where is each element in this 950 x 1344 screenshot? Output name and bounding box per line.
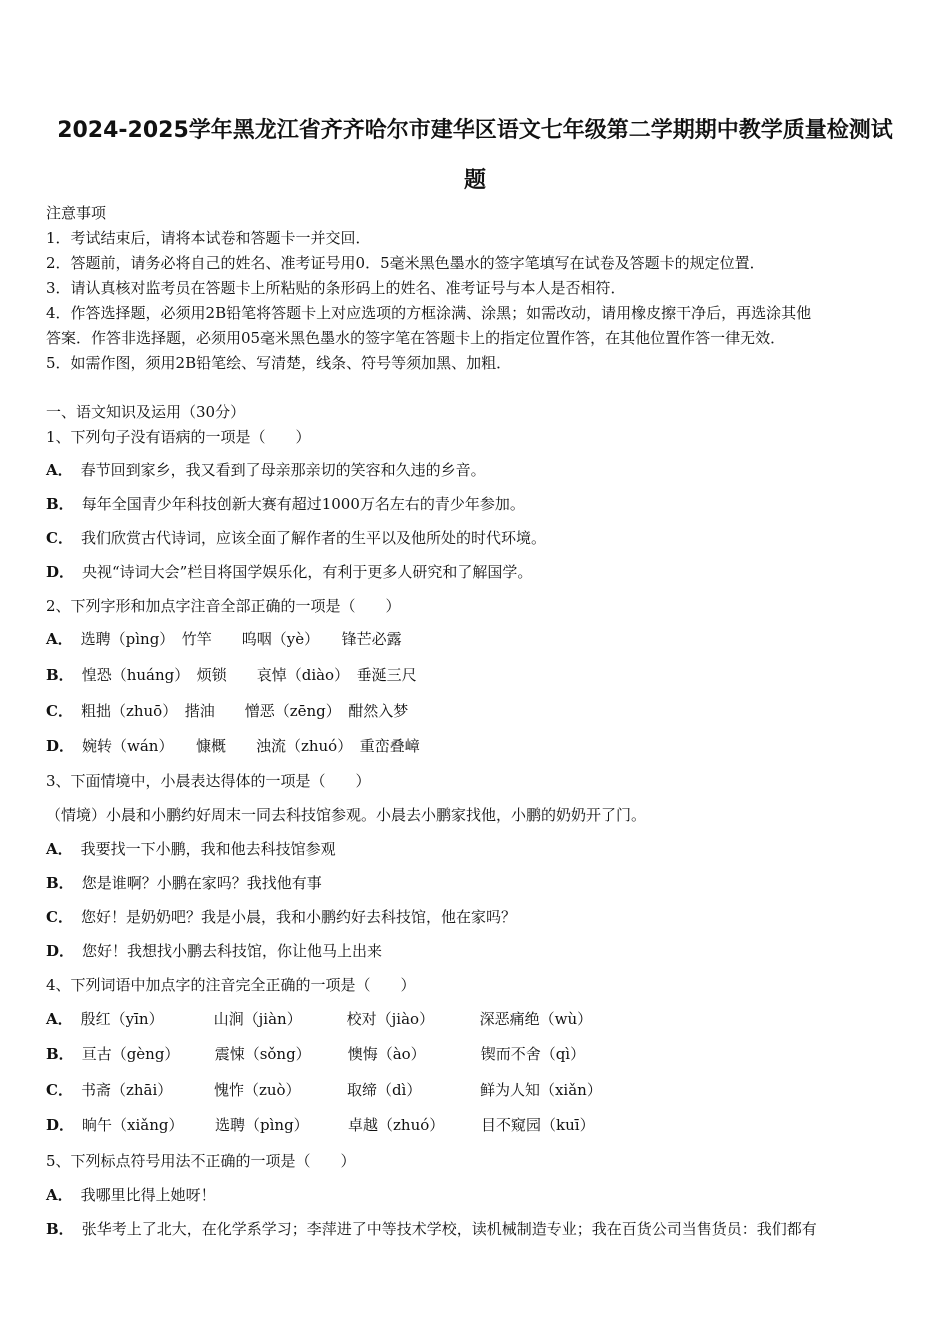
option-label: D． — [46, 737, 75, 755]
option-text: 我们欣赏古代诗词，应该全面了解作者的生平以及他所处的时代环境。 — [80, 529, 546, 547]
option-text: 春节回到家乡，我又看到了母亲那亲切的笑容和久违的乡音。 — [80, 461, 486, 479]
option-label: B． — [46, 495, 74, 513]
question-option — [46, 1044, 614, 1064]
notice-item: 4．作答选择题，必须用2B铅笔将答题卡上对应选项的方框涂满、涂黑；如需改动，请用橡皮擦干净后，再选涂其他 — [46, 304, 812, 322]
option-cell: 愧怍（zuò） — [213, 1081, 301, 1099]
option-label: A． — [46, 1010, 73, 1028]
option-label: B． — [46, 1220, 74, 1238]
option-cell: 殷红（yīn） — [80, 1010, 164, 1028]
page-title: 2024-2025学年黑龙江省齐齐哈尔市建华区语文七年级第二学期期中教学质量检测试 — [57, 118, 893, 143]
option-label: C． — [46, 1081, 73, 1099]
option-label: C． — [46, 908, 73, 926]
option-text: 婉转（wán） 慷概 浊流（zhuó） 重峦叠嶂 — [82, 737, 420, 755]
option-label: B． — [46, 874, 74, 892]
question-3-stem: 3、下面情境中，小晨表达得体的一项是（ ） — [46, 772, 371, 790]
question-option — [46, 460, 486, 480]
option-cell: 深恶痛绝（wù） — [479, 1010, 593, 1028]
option-label: B． — [46, 1045, 74, 1063]
option-cell: 目不窥园（kuī） — [481, 1116, 595, 1134]
question-4-stem: 4、下列词语中加点字的注音完全正确的一项是（ ） — [46, 976, 416, 994]
option-cell: 卓越（zhuó） — [348, 1116, 445, 1134]
option-text: 我要找一下小鹏，我和他去科技馆参观 — [80, 840, 336, 858]
option-label: D． — [46, 1116, 75, 1134]
option-text: 您是谁啊？小鹏在家吗？我找他有事 — [81, 874, 322, 892]
question-option — [46, 839, 336, 859]
option-text: 惶恐（huáng） 烦锁 哀悼（diào） 垂涎三尺 — [81, 666, 417, 684]
option-text: 张华考上了北大，在化学系学习；李萍进了中等技术学校，读机械制造专业；我在百货公司当售货员：我们都有 — [81, 1220, 817, 1238]
question-option — [46, 1080, 613, 1100]
option-cell: 懊悔（ào） — [347, 1045, 426, 1063]
option-text: 每年全国青少年科技创新大赛有超过1000万名左右的青少年参加。 — [81, 495, 525, 513]
option-label: C． — [46, 702, 73, 720]
option-cell: 亘古（gèng） — [81, 1045, 180, 1063]
option-label: A． — [46, 630, 73, 648]
option-text: 您好！我想找小鹏去科技馆，你让他马上出来 — [82, 942, 383, 960]
question-option — [46, 701, 408, 721]
option-cell: 选聘（pìng） — [215, 1116, 309, 1134]
option-label: A． — [46, 840, 73, 858]
option-cell: 鲜为人知（xiǎn） — [479, 1081, 602, 1099]
question-1-stem: 1、下列句子没有语病的一项是（ ） — [46, 428, 311, 446]
question-option — [46, 629, 402, 649]
question-option — [46, 1115, 614, 1135]
section-heading: 一、语文知识及运用（30分） — [46, 403, 246, 421]
question-option — [46, 736, 420, 756]
option-label: D． — [46, 942, 75, 960]
page-title-continuation: 题 — [463, 168, 486, 193]
question-option — [46, 873, 322, 893]
question-option — [46, 907, 516, 927]
option-label: A． — [46, 461, 73, 479]
option-label: C． — [46, 529, 73, 547]
notice-item: 3．请认真核对监考员在答题卡上所粘贴的条形码上的姓名、准考证号与本人是否相符． — [46, 279, 626, 297]
question-5-stem: 5、下列标点符号用法不正确的一项是（ ） — [46, 1152, 356, 1170]
notice-item: 5．如需作图，须用2B铅笔绘、写清楚，线条、符号等须加黑、加粗． — [46, 354, 512, 372]
option-text: 粗拙（zhuō） 揩油 憎恶（zēng） 酣然入梦 — [80, 702, 409, 720]
question-option — [46, 1219, 817, 1239]
question-3-context: （情境）小晨和小鹏约好周末一同去科技馆参观。小晨去小鹏家找他，小鹏的奶奶开了门。 — [46, 806, 647, 824]
option-cell: 震悚（sǒng） — [214, 1045, 311, 1063]
question-option — [46, 1185, 216, 1205]
option-label: B． — [46, 666, 74, 684]
question-option — [46, 941, 382, 961]
question-2-stem: 2、下列字形和加点字注音全部正确的一项是（ ） — [46, 597, 401, 615]
option-text: 央视“诗词大会”栏目将国学娱乐化，有利于更多人研究和了解国学。 — [82, 563, 533, 581]
question-option — [46, 665, 417, 685]
notice-item: 1．考试结束后，请将本试卷和答题卡一并交回． — [46, 229, 371, 247]
question-option — [46, 1009, 613, 1029]
option-cell: 书斋（zhāi） — [80, 1081, 173, 1099]
option-label: A． — [46, 1186, 73, 1204]
option-cell: 锲而不舍（qì） — [480, 1045, 586, 1063]
option-cell: 晌午（xiǎng） — [82, 1116, 184, 1134]
option-label: D． — [46, 563, 75, 581]
option-cell: 校对（jiào） — [346, 1010, 435, 1028]
option-cell: 取缔（dì） — [346, 1081, 422, 1099]
question-option — [46, 494, 525, 514]
notice-item: 2．答题前，请务必将自己的姓名、准考证号用0．5毫米黑色墨水的签字笔填写在试卷及答题卡的规定位置． — [46, 254, 765, 272]
option-text: 您好！是奶奶吧？我是小晨，我和小鹏约好去科技馆，他在家吗？ — [80, 908, 516, 926]
option-text: 我哪里比得上她呀！ — [80, 1186, 216, 1204]
notice-item: 答案．作答非选择题，必须用05毫米黑色墨水的签字笔在答题卡上的指定位置作答，在其他位置作答一律无效． — [46, 329, 786, 347]
question-option — [46, 562, 532, 582]
question-option — [46, 528, 546, 548]
option-cell: 山涧（jiàn） — [213, 1010, 302, 1028]
notice-heading: 注意事项 — [46, 204, 107, 222]
option-text: 选聘（pìng） 竹竿 呜咽（yè） 锋芒必露 — [80, 630, 402, 648]
